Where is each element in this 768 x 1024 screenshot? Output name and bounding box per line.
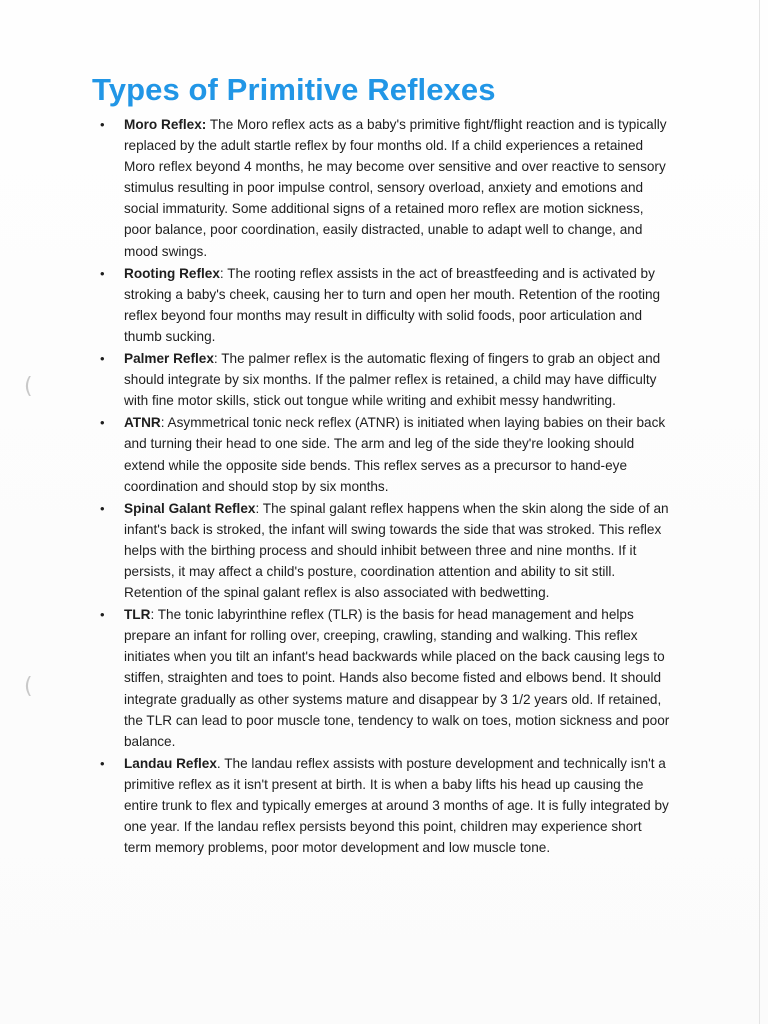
bullet-icon: • <box>100 351 105 367</box>
bullet-icon: • <box>100 265 105 281</box>
reflex-name: Landau Reflex <box>124 755 217 771</box>
reflex-name: ATNR <box>124 415 161 431</box>
reflex-description: : The tonic labyrinthine reflex (TLR) is the basis for head management and helps prepare an infant for rolling over, creeping, crawling, standing and walking. This reflex initiates when you tilt an infant's head backwards while placed on the back causing legs to stiffen, straighten and toes to point. Hands also become fisted and elbows bend. It should integrate gradually as other systems mature and disappear by 3 1/2 years old. If retained, the TLR can lead to poor muscle tone, tendency to walk on toes, motion sickness and poor balance. <box>124 607 670 749</box>
reflex-name: TLR <box>124 607 151 623</box>
page-edge-shadow <box>759 0 760 1024</box>
reflex-list <box>100 114 672 859</box>
reflex-item-tlr <box>100 604 672 752</box>
reflex-name: Palmer Reflex <box>124 351 214 367</box>
reflex-description: : The palmer reflex is the automatic flexing of fingers to grab an object and should integrate by six months. If the palmer reflex is retained, a child may have difficulty with fine motor skills, stick out tongue while writing and exhibit messy handwriting. <box>124 351 661 409</box>
reflex-description: : The rooting reflex assists in the act of breastfeeding and is activated by stroking a baby's cheek, causing her to turn and open her mouth. Retention of the rooting reflex beyond four months may result in difficulty with solid foods, poor articulation and thumb sucking. <box>124 265 661 344</box>
reflex-item-palmer <box>100 348 672 411</box>
bullet-icon: • <box>100 117 105 132</box>
reflex-item-rooting <box>100 263 672 347</box>
reflex-item-landau <box>100 753 672 858</box>
bullet-icon: • <box>100 607 105 623</box>
reflex-name: Moro Reflex: <box>124 117 207 132</box>
reflex-description: : The spinal galant reflex happens when the skin along the side of an infant's back is stroked, the infant will swing towards the side that was stroked. This reflex helps with the birthing process and should inhibit between three and nine months. If it persists, it may affect a child's posture, coordination attention and ability to sit still. Retention of the spinal galant reflex is also associated with bedwetting. <box>124 500 669 601</box>
bullet-icon: • <box>100 415 105 431</box>
bullet-icon: • <box>100 500 105 516</box>
reflex-name: Rooting Reflex <box>124 265 220 281</box>
page-title: Types of Primitive Reflexes <box>92 72 496 107</box>
hole-punch-mark-bottom: ( <box>24 674 33 699</box>
reflex-name: Spinal Galant Reflex <box>124 500 256 516</box>
hole-punch-mark-top: ( <box>24 374 33 399</box>
reflex-description: . The landau reflex assists with posture development and technically isn't a primitive reflex as it isn't present at birth. It is when a baby lifts his head up causing the entire trunk to flex and typically emerges at around 3 months of age. It is fully integrated by one year. If the landau reflex persists beyond this point, children may experience short term memory problems, poor motor development and low muscle tone. <box>124 755 669 856</box>
reflex-description: : Asymmetrical tonic neck reflex (ATNR) is initiated when laying babies on their back and turning their head to one side. The arm and leg of the side they're looking should extend while the opposite side bends. This reflex serves as a precursor to hand-eye coordination and should stop by six months. <box>124 415 666 494</box>
reflex-item-spinal-galant <box>100 498 672 603</box>
reflex-item-moro <box>100 114 672 262</box>
reflex-item-atnr <box>100 412 672 496</box>
reflex-description: The Moro reflex acts as a baby's primitive fight/flight reaction and is typically replaced by the adult startle reflex by four months old. If a child experiences a retained Moro reflex beyond 4 months, he may become over sensitive and over reactive to sensory stimulus resulting in poor impulse control, sensory overload, anxiety and emotions and social immaturity. Some additional signs of a retained moro reflex are motion sickness, poor balance, poor coordination, easily distracted, unable to adapt well to change, and mood swings. <box>124 117 667 259</box>
bullet-icon: • <box>100 755 105 771</box>
